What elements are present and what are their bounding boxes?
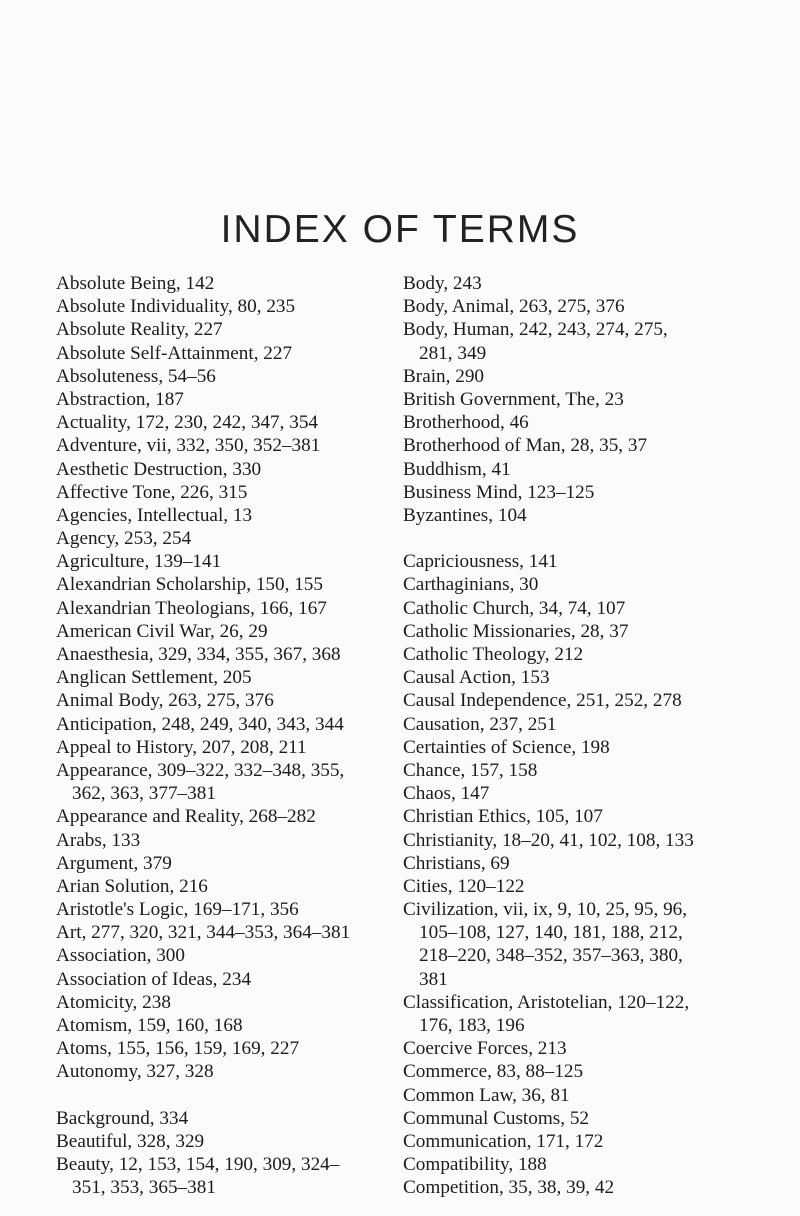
index-entry: American Civil War, 26, 29 — [56, 620, 268, 642]
index-entry: Catholic Church, 34, 74, 107 — [403, 597, 626, 619]
index-entry: Chaos, 147 — [403, 783, 490, 805]
index-entry: Beautiful, 328, 329 — [56, 1130, 205, 1152]
index-entry: Affective Tone, 226, 315 — [56, 481, 248, 503]
index-entry: Actuality, 172, 230, 242, 347, 354 — [56, 412, 319, 434]
index-entry: Carthaginians, 30 — [403, 574, 539, 596]
index-entry: Causation, 237, 251 — [403, 713, 557, 735]
index-entry: Competition, 35, 38, 39, 42 — [403, 1177, 615, 1199]
index-entry: Catholic Theology, 212 — [403, 644, 584, 665]
index-entry: Causal Independence, 251, 252, 278 — [403, 690, 682, 712]
index-entry: Common Law, 36, 81 — [403, 1084, 570, 1106]
index-spacer — [403, 527, 748, 550]
index-entry: Civilization, vii, ix, 9, 10, 25, 95, 96, — [403, 899, 688, 921]
index-entry: Argument, 379 — [56, 852, 172, 874]
index-entry: Anglican Settlement, 205 — [56, 667, 252, 689]
index-entry: British Government, The, 23 — [403, 388, 624, 410]
index-entry: Causal Action, 153 — [403, 667, 550, 689]
index-column-left — [56, 272, 401, 1200]
index-entry: Brain, 290 — [403, 365, 485, 387]
index-entry: Atomism, 159, 160, 168 — [56, 1015, 243, 1036]
index-entry: Buddhism, 41 — [403, 458, 511, 480]
index-entry: Byzantines, 104 — [403, 504, 527, 526]
index-entry: Aesthetic Destruction, 330 — [56, 458, 262, 480]
index-entry: Certainties of Science, 198 — [403, 736, 610, 758]
index-entry: Body, 243 — [403, 273, 482, 294]
index-entry: Background, 334 — [56, 1107, 189, 1129]
index-entry: Christians, 69 — [403, 852, 510, 874]
index-entry-continuation: 105–108, 127, 140, 181, 188, 212, — [419, 922, 683, 944]
index-entry: Chance, 157, 158 — [403, 759, 538, 781]
index-entry: Agriculture, 139–141 — [56, 551, 222, 573]
index-entry: Agencies, Intellectual, 13 — [56, 504, 253, 526]
index-entry: Body, Human, 242, 243, 274, 275, — [403, 319, 668, 341]
index-entry-continuation: 362, 363, 377–381 — [72, 783, 216, 805]
index-entry: Business Mind, 123–125 — [403, 481, 595, 503]
index-entry: Brotherhood, 46 — [403, 412, 529, 434]
index-entry: Appearance and Reality, 268–282 — [56, 806, 316, 828]
index-entry: Anaesthesia, 329, 334, 355, 367, 368 — [56, 644, 341, 665]
index-entry: Absolute Self-Attainment, 227 — [56, 342, 293, 364]
index-entry: Appearance, 309–322, 332–348, 355, — [56, 759, 345, 781]
index-entry: Absoluteness, 54–56 — [56, 365, 216, 387]
index-entry-continuation: 218–220, 348–352, 357–363, 380, — [419, 945, 683, 967]
index-entry: Brotherhood of Man, 28, 35, 37 — [403, 435, 648, 457]
index-entry-continuation: 281, 349 — [419, 342, 487, 364]
index-entry: Absolute Reality, 227 — [56, 319, 223, 341]
index-entry: Arabs, 133 — [56, 829, 141, 851]
index-entry: Atoms, 155, 156, 159, 169, 227 — [56, 1038, 300, 1060]
index-entry: Commerce, 83, 88–125 — [403, 1061, 584, 1083]
index-entry-continuation: 176, 183, 196 — [419, 1015, 525, 1036]
index-entry: Aristotle's Logic, 169–171, 356 — [56, 899, 299, 921]
index-entry-continuation: 381 — [419, 968, 448, 990]
index-entry: Coercive Forces, 213 — [403, 1038, 567, 1060]
index-entry: Absolute Being, 142 — [56, 273, 215, 294]
index-entry-continuation: 351, 353, 365–381 — [72, 1177, 216, 1199]
index-entry: Classification, Aristotelian, 120–122, — [403, 991, 690, 1013]
index-entry: Abstraction, 187 — [56, 388, 184, 410]
index-entry: Capriciousness, 141 — [403, 551, 558, 573]
index-entry: Communication, 171, 172 — [403, 1130, 604, 1152]
index-entry: Autonomy, 327, 328 — [56, 1061, 214, 1083]
index-entry: Cities, 120–122 — [403, 875, 525, 897]
index-entry: Christianity, 18–20, 41, 102, 108, 133 — [403, 829, 694, 851]
index-entry: Communal Customs, 52 — [403, 1107, 590, 1129]
index-spacer — [56, 1084, 401, 1107]
index-entry: Atomicity, 238 — [56, 991, 171, 1013]
index-column-right — [403, 272, 748, 1200]
index-entry: Association, 300 — [56, 945, 185, 967]
page-title: INDEX OF TERMS — [220, 208, 580, 251]
index-entry: Compatibility, 188 — [403, 1154, 547, 1176]
index-entry: Agency, 253, 254 — [56, 528, 192, 550]
index-entry: Absolute Individuality, 80, 235 — [56, 296, 296, 318]
index-entry: Beauty, 12, 153, 154, 190, 309, 324– — [56, 1154, 340, 1176]
index-entry: Appeal to History, 207, 208, 211 — [56, 736, 307, 758]
index-entry: Alexandrian Theologians, 166, 167 — [56, 597, 327, 619]
index-entry: Association of Ideas, 234 — [56, 968, 252, 990]
index-entry: Alexandrian Scholarship, 150, 155 — [56, 574, 323, 596]
index-entry: Animal Body, 263, 275, 376 — [56, 690, 274, 712]
index-entry: Adventure, vii, 332, 350, 352–381 — [56, 435, 321, 457]
index-entry: Arian Solution, 216 — [56, 875, 208, 897]
index-entry: Body, Animal, 263, 275, 376 — [403, 296, 625, 318]
index-entry: Anticipation, 248, 249, 340, 343, 344 — [56, 713, 344, 735]
index-entry: Catholic Missionaries, 28, 37 — [403, 620, 629, 642]
index-entry: Christian Ethics, 105, 107 — [403, 806, 603, 828]
index-entry: Art, 277, 320, 321, 344–353, 364–381 — [56, 922, 351, 944]
